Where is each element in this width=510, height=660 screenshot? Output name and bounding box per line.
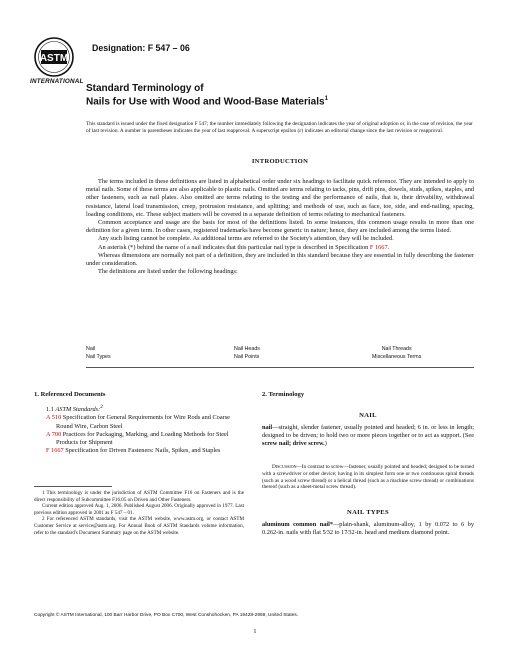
aluminum-common-nail-definition xyxy=(262,521,474,537)
copyright: Copyright © ASTM International, 100 Barr Harbor Drive, PO Box C700, West Conshohocken, PA 19428-2959, United States. xyxy=(34,613,299,618)
nail-types-heading: NAIL TYPES xyxy=(347,509,389,516)
divider xyxy=(86,367,474,368)
title-line-1: Standard Terminology of xyxy=(86,83,204,94)
heading-item: Nail Heads xyxy=(234,346,260,352)
heading-item: Nail Points xyxy=(234,353,260,360)
reference-link[interactable]: A 510 xyxy=(46,414,62,422)
heading-item: Nail Threads xyxy=(381,346,412,352)
heading-item: Miscellaneous Terms xyxy=(372,353,422,360)
intro-paragraph: The terms included in these definitions are listed in alphabetical order under six headings to facilitate quick reference. They are intended to apply to metal nails. Some of these terms are also applicable to plastic nails. Omitted are terms relating to tacks, pins, drift pins, dowels, studs, spikes, staples, and other fasteners, such as nail plates. Also omitted are terms relating to the testing and the performance of nails, that is, their drivability, withdrawal resistance, lateral load transmission, creep, protrusion resistance, and splitting; and methods of use, such as face, toe, side, and end-nailing, spacing, loading conditions, etc. These subject matters will be covered in a separate definition of terms relating to mechanical fasteners. xyxy=(86,178,474,218)
intro-paragraph xyxy=(86,244,474,252)
title-text: Nails for Use with Wood and Wood-Base Materials xyxy=(86,96,325,108)
title-footnote-mark: 1 xyxy=(324,96,328,102)
reference-text: Specification for Driven Fasteners: Nails, Spikes, and Staples xyxy=(63,447,221,455)
page-number: 1 xyxy=(253,628,257,635)
section-2-heading: 2. Terminology xyxy=(262,391,305,398)
reference-item xyxy=(46,414,244,430)
term: aluminum common nail* xyxy=(262,521,333,528)
designation: Designation: F 547 – 06 xyxy=(92,43,190,53)
reference-link[interactable]: F 1667 xyxy=(46,447,64,455)
referenced-documents xyxy=(34,403,244,455)
footnote: 2 For referenced ASTM standards, visit the ASTM website, www.astm.org, or contact ASTM Customer Service at service@astm.org. For Annual Book of ASTM Standards volume information, refer to the standard's Document Summary page on the ASTM website. xyxy=(34,516,244,536)
footnote-mark: 2 xyxy=(100,404,103,410)
logo-subtext: INTERNATIONAL xyxy=(30,78,84,85)
definition-text: ) xyxy=(324,440,327,448)
headings-column xyxy=(372,346,421,361)
footnote: Current edition approved Aug. 1, 2006. Published August 2006. Originally approved in 1977. Last previous edition approved in 2001 as F 547 – 01. xyxy=(34,503,244,516)
discussion-label: Discussion xyxy=(272,464,297,470)
term: nail xyxy=(262,424,273,431)
discussion xyxy=(262,464,474,491)
intro-text: . xyxy=(387,243,390,251)
issued-note: This standard is issued under the fixed designation F 547; the number immediately following the designation indicates the year of original adoption or, in the case of revision, the year of last revision. A number in parentheses indicates the year of last reapproval. A superscript epsilon (ε) indicates an editorial change since the last revision or reapproval. xyxy=(86,121,473,134)
heading-item: Nail xyxy=(86,346,96,352)
spec-link[interactable]: F 1667 xyxy=(369,243,388,251)
reference-item xyxy=(46,431,244,447)
heading-item: Nail Types xyxy=(86,353,111,360)
reference-text: Practices for Packaging, Marking, and Loading Methods for Steel Products for Shipment xyxy=(56,430,229,446)
see-also: screw nail; drive screw. xyxy=(262,440,325,448)
definition-text: —straight, slender fastener, usually pointed and headed; 6 in. or less in length; designed to be driven; to hold two or more pieces together or to act as support. (See xyxy=(262,424,474,440)
astm-logo-icon xyxy=(34,37,74,77)
intro-paragraph: Any such listing cannot be complete. As additional terms are referred to the Society's attention, they will be included. xyxy=(98,235,394,243)
intro-paragraph: Common acceptance and usage are the basis for most of the definitions listed. In some instances, this common usage results in more than one definition for a given term. In other cases, registered trademarks have become generic in nature; hence, they are included among the terms listed. xyxy=(86,219,474,235)
nail-heading: NAIL xyxy=(359,412,377,419)
logo-text: ASTM xyxy=(39,53,69,64)
astm-standards-label: ASTM Standards: xyxy=(55,406,101,414)
intro-paragraph: The definitions are listed under the following headings: xyxy=(98,268,238,276)
nail-definition xyxy=(262,424,474,449)
headings-column xyxy=(86,346,111,361)
discussion-text: —In contrast to screw—fastener, usually pointed and headed; designed to be turned with a screwdriver or other device; having in its simplest form one or two continuous spiral threads (such as a wood screw thread) or a helical thread (such as a machine screw thread) or combinations thereof (such as a sheet-metal screw thread). xyxy=(262,464,474,491)
title-line-2 xyxy=(86,96,328,107)
footnote: 1 This terminology is under the jurisdiction of ASTM Committee F16 on Fasteners and is the direct responsibility of Subcommittee F16.05 on Driven and Other Fasteners. xyxy=(34,490,244,503)
astm-standards-line xyxy=(46,403,244,414)
introduction-body xyxy=(86,178,474,276)
footnote-divider xyxy=(34,486,112,487)
footnotes xyxy=(34,490,244,536)
section-1-heading: 1. Referenced Documents xyxy=(34,391,106,398)
intro-paragraph: Whereas dimensions are normally not part of a definition, they are included in this standard because they are essential in fully describing the fastener under consideration. xyxy=(86,251,474,268)
intro-text: An asterisk (*) behind the name of a nail indicates that this particular nail type is described in Specification xyxy=(98,243,370,251)
reference-item xyxy=(46,447,244,455)
headings-column xyxy=(234,346,260,361)
reference-text: Specification for General Requirements for Wire Rods and Coarse Round Wire, Carbon Steel xyxy=(56,414,230,430)
item-number: 1.1 xyxy=(46,406,54,414)
definition-text: —plain-shank, aluminum-alloy, 1 by 0.072 to 6 by 0.262-in. nails with flat 5⁄32 to 17⁄32-in. head and medium diamond point. xyxy=(262,521,474,537)
reference-link[interactable]: A 700 xyxy=(46,430,62,438)
introduction-heading: INTRODUCTION xyxy=(251,158,309,165)
